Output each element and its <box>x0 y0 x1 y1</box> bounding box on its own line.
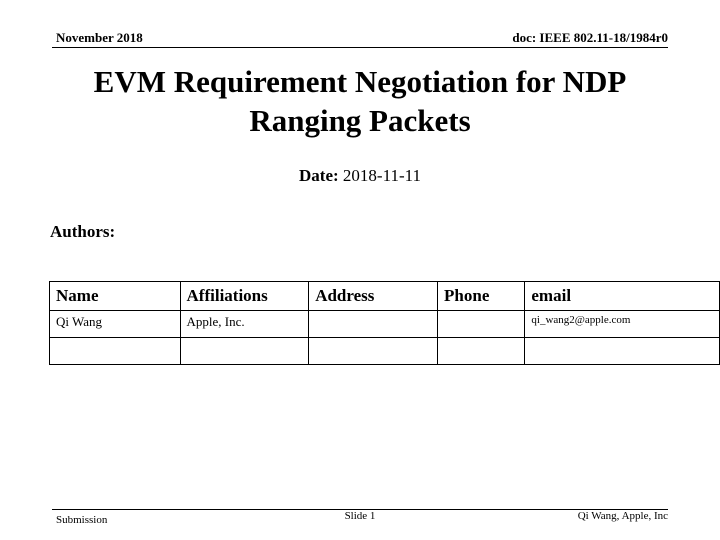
table-row <box>50 311 720 338</box>
col-header-email: email <box>525 282 720 311</box>
header-divider <box>52 47 668 48</box>
cell-name <box>50 338 181 365</box>
cell-affiliation <box>180 338 309 365</box>
slide-title: EVM Requirement Negotiation for NDP Ranging Packets <box>93 64 627 138</box>
col-header-address: Address <box>309 282 438 311</box>
header-date: November 2018 <box>56 30 143 45</box>
footer-author: Qi Wang, Apple, Inc <box>577 510 668 522</box>
cell-address <box>309 311 438 338</box>
col-header-phone: Phone <box>438 282 525 311</box>
authors-table <box>49 281 720 365</box>
col-header-affiliations: Affiliations <box>180 282 309 311</box>
col-header-name: Name <box>50 282 181 311</box>
authors-label: Authors: <box>50 222 116 241</box>
table-row <box>50 338 720 365</box>
table-header-row <box>50 282 720 311</box>
slide-number: Slide 1 <box>344 510 376 522</box>
cell-affiliation: Apple, Inc. <box>180 311 309 338</box>
date-line <box>0 166 720 186</box>
cell-email: qi_wang2@apple.com <box>525 311 720 338</box>
cell-name: Qi Wang <box>50 311 181 338</box>
header-doc-id: doc: IEEE 802.11-18/1984r0 <box>512 30 668 45</box>
date-label: Date: <box>299 166 339 185</box>
cell-phone <box>438 311 525 338</box>
cell-address <box>309 338 438 365</box>
cell-phone <box>438 338 525 365</box>
cell-email <box>525 338 720 365</box>
date-value: 2018-11-11 <box>342 166 421 185</box>
footer-submission: Submission <box>56 514 108 526</box>
